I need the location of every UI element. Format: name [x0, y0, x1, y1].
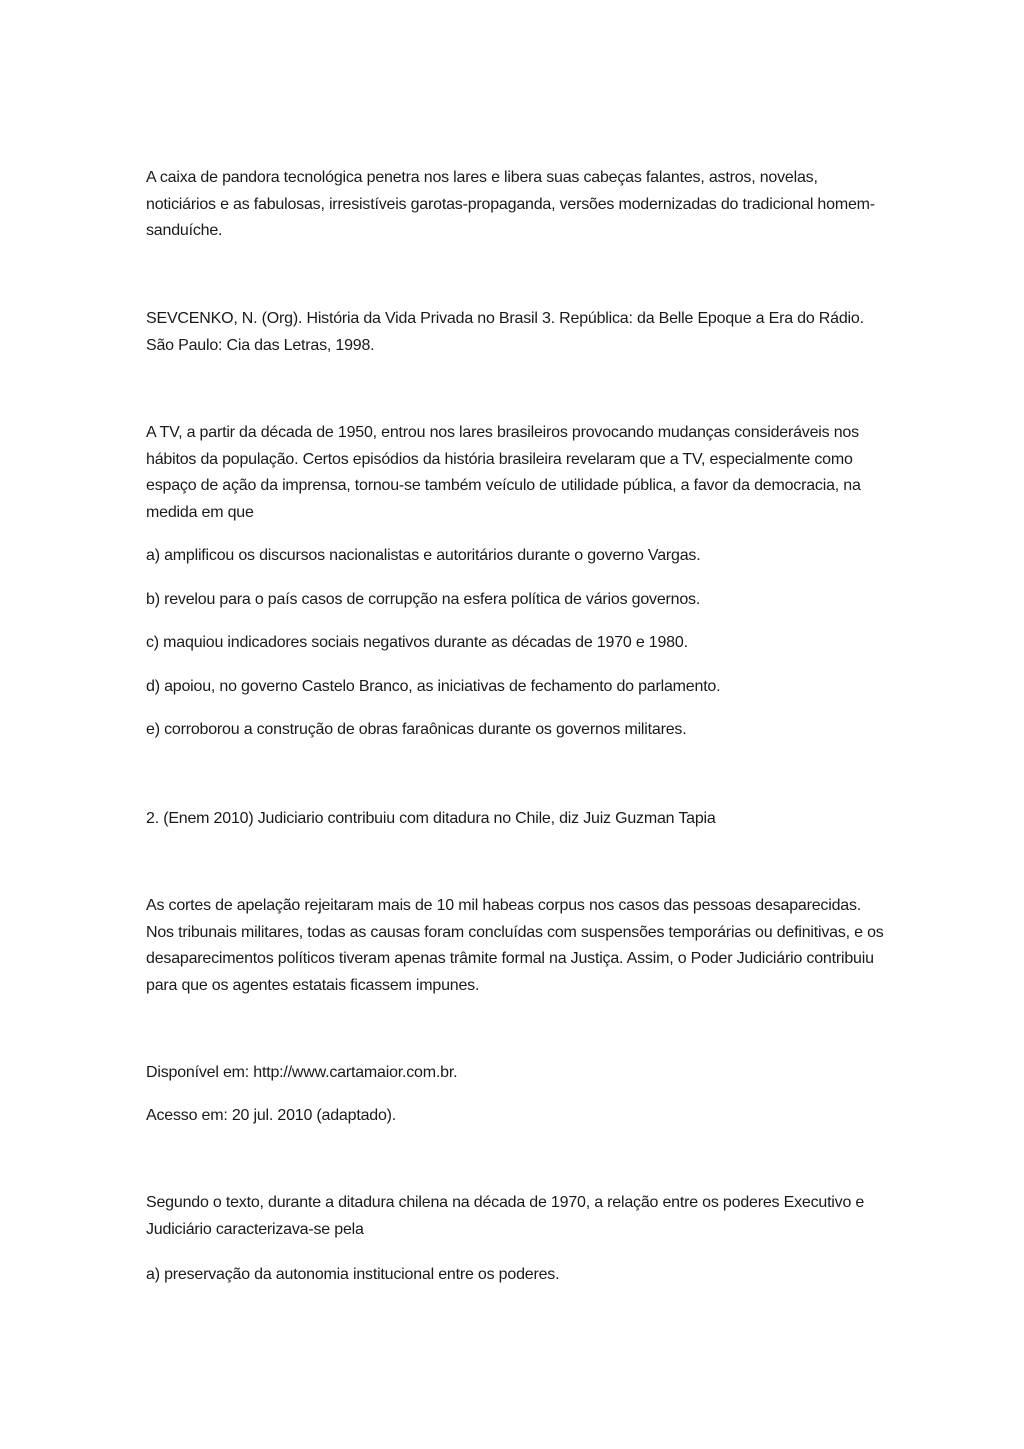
question2-prompt: Segundo o texto, durante a ditadura chilena na década de 1970, a relação entre os poderes Executivo e Judiciário caracterizava-se pela [146, 1194, 865, 1238]
question1-option-e: e) corroborou a construção de obras faraônicas durante os governos militares. [146, 721, 687, 738]
citation-paragraph: SEVCENKO, N. (Org). História da Vida Privada no Brasil 3. República: da Belle Epoque a Era do Rádio. São Paulo: Cia das Letras, 1998. [146, 310, 864, 354]
source-available: Disponível em: http://www.cartamaior.com.br. [146, 1064, 458, 1081]
question1-option-a: a) amplificou os discursos nacionalistas e autoritários durante o governo Vargas. [146, 547, 701, 564]
source-access: Acesso em: 20 jul. 2010 (adaptado). [146, 1107, 397, 1124]
quote-paragraph: A caixa de pandora tecnológica penetra nos lares e libera suas cabeças falantes, astros, novelas, noticiários e as fabulosas, irresistíveis garotas-propaganda, versões modernizadas do tradicional homem-sanduíche. [146, 169, 875, 239]
question1-option-d: d) apoiou, no governo Castelo Branco, as iniciativas de fechamento do parlamento. [146, 678, 721, 695]
question2-heading: 2. (Enem 2010) Judiciario contribuiu com ditadura no Chile, diz Juiz Guzman Tapia [146, 810, 716, 827]
question1-option-c: c) maquiou indicadores sociais negativos durante as décadas de 1970 e 1980. [146, 634, 688, 651]
question2-passage: As cortes de apelação rejeitaram mais de 10 mil habeas corpus nos casos das pessoas desaparecidas. Nos tribunais militares, todas as causas foram concluídas com suspensões temporárias ou definitivas, e os desaparecimentos políticos tiveram apenas trâmite formal na Justiça. Assim, o Poder Judiciário contribuiu para que os agentes estatais ficassem impunes. [146, 897, 884, 994]
question2-option-a: a) preservação da autonomia institucional entre os poderes. [146, 1266, 560, 1283]
question1-option-b: b) revelou para o país casos de corrupção na esfera política de vários governos. [146, 591, 701, 608]
question1-prompt: A TV, a partir da década de 1950, entrou nos lares brasileiros provocando mudanças consideráveis nos hábitos da população. Certos episódios da história brasileira revelaram que a TV, especialmente como espaço de ação da imprensa, tornou-se também veículo de utilidade pública, a favor da democracia, na medida em que [146, 424, 861, 521]
